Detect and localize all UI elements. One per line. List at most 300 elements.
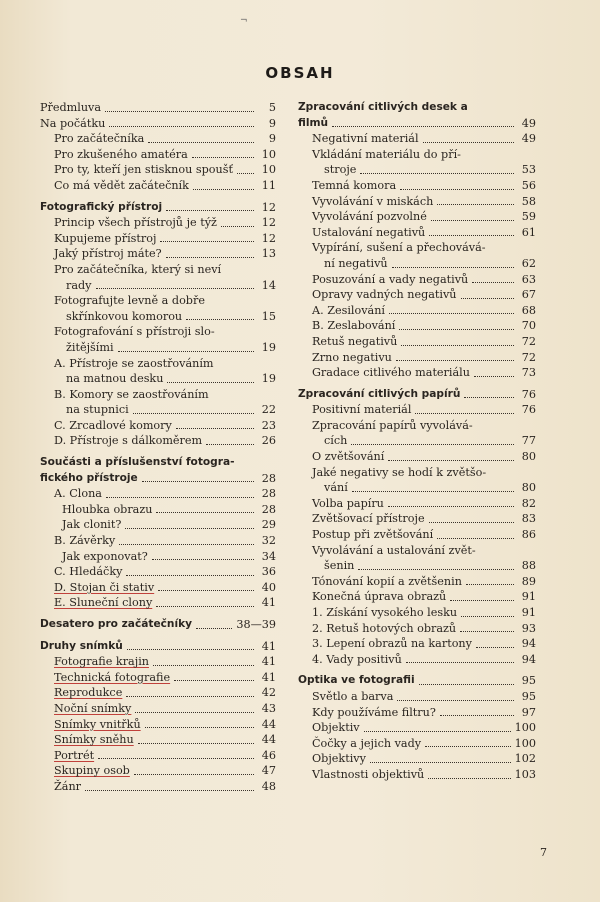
entry-title: Postup při zvětšování [312, 528, 434, 542]
toc-entry [40, 387, 276, 418]
toc-entry [298, 287, 536, 303]
entry-line2 [298, 116, 536, 132]
toc-entry [298, 574, 536, 590]
dot-leader [397, 700, 514, 701]
dot-leader [118, 351, 254, 352]
toc-entry [40, 324, 276, 355]
entry-title: Optika ve fotografii [298, 674, 415, 687]
dot-leader [193, 189, 254, 190]
toc-section-heading [40, 200, 276, 216]
entry-line2 [40, 471, 276, 487]
dot-leader [109, 126, 254, 127]
entry-page: 59 [521, 210, 536, 224]
entry-page: 22 [261, 403, 276, 417]
entry-title-line2: žitějšími [66, 340, 114, 354]
toc-entry [298, 365, 536, 381]
entry-title: C. Hledáčky [54, 565, 123, 579]
dot-leader [406, 662, 514, 663]
toc-entry [298, 194, 536, 210]
entry-title: Zrno negativu [312, 350, 392, 364]
entry-title: B. Zeslabování [312, 319, 396, 333]
dot-leader [419, 684, 514, 685]
dot-leader [388, 506, 514, 507]
dot-leader [156, 606, 254, 607]
toc-entry [40, 116, 276, 132]
entry-title: Světlo a barva [312, 689, 394, 703]
entry-page: 41 [261, 655, 276, 669]
entry-page: 95 [521, 689, 536, 703]
dot-leader [85, 790, 254, 791]
toc-entry [40, 685, 276, 701]
entry-line2 [312, 558, 536, 574]
entry-page: 95 [521, 674, 536, 688]
page-number: 7 [540, 846, 547, 859]
entry-page: 102 [514, 752, 536, 766]
dot-leader [399, 329, 514, 330]
toc-entry [40, 517, 276, 533]
entry-title: Na počátku [40, 116, 106, 130]
toc-entry [40, 246, 276, 262]
entry-title-line1: Jaké negativy se hodí k zvětšo- [312, 465, 487, 479]
entry-page: 44 [261, 733, 276, 747]
entry-title-line1: Fotografujte levně a dobře [54, 294, 205, 308]
dot-leader [126, 696, 254, 697]
toc-entry [40, 717, 276, 733]
dot-leader [437, 538, 514, 539]
entry-title: Pro zkušeného amatéra [54, 147, 188, 161]
dot-leader [429, 522, 514, 523]
entry-title: B. Závěrky [54, 534, 116, 548]
entry-title: Posuzování a vady negativů [312, 272, 469, 286]
entry-page: 91 [521, 606, 536, 619]
entry-page: 63 [521, 272, 536, 286]
dot-leader [126, 575, 254, 576]
dot-leader [125, 528, 254, 529]
entry-page: 41 [261, 639, 276, 653]
entry-page: 49 [521, 132, 536, 146]
toc-entry [298, 240, 536, 271]
entry-page: 103 [514, 767, 536, 781]
dot-leader [105, 111, 254, 112]
entry-page: 83 [521, 512, 536, 526]
dot-leader [237, 173, 254, 174]
entry-page: 5 [268, 101, 276, 114]
entry-page: 76 [521, 387, 536, 401]
entry-page: 89 [521, 574, 536, 588]
entry-page: 56 [521, 178, 536, 192]
dot-leader [396, 360, 514, 361]
entry-title-line2: fického přístroje [40, 471, 138, 484]
toc-entry [298, 767, 536, 783]
entry-title-line1: Zpracování papírů vyvolává- [312, 418, 473, 432]
entry-page: 28 [261, 502, 276, 516]
toc-entry [298, 318, 536, 334]
dot-leader [415, 413, 514, 414]
toc-entry [298, 736, 536, 752]
dot-leader [166, 257, 254, 258]
toc-entry [40, 486, 276, 502]
entry-title-line1: Vypírání, sušení a přechovává- [312, 241, 486, 255]
toc-left-column [40, 100, 276, 795]
entry-title: Hloubka obrazu [62, 502, 153, 516]
toc-entry [298, 689, 536, 705]
entry-page: 93 [521, 621, 536, 635]
dot-leader [135, 712, 254, 713]
toc-entry [298, 652, 536, 668]
dot-leader [358, 569, 514, 570]
entry-page: 68 [521, 303, 536, 317]
dot-leader [332, 126, 514, 127]
toc-section-heading [40, 639, 276, 655]
entry-page: 76 [521, 403, 536, 417]
entry-page: 70 [521, 319, 536, 333]
dot-leader [352, 491, 514, 492]
toc-right-column [298, 100, 536, 783]
entry-title: Snímky vnitřků [54, 717, 141, 731]
entry-title-line2: rady [66, 278, 92, 292]
toc-entry [298, 131, 536, 147]
dot-leader [196, 628, 232, 629]
entry-line2 [54, 309, 276, 325]
toc-entry [40, 215, 276, 231]
entry-title: Jak exponovat? [62, 549, 148, 563]
dot-leader [186, 319, 254, 320]
dot-leader [461, 616, 514, 617]
dot-leader [429, 235, 514, 236]
toc-entry [40, 732, 276, 748]
entry-title: E. Sluneční clony [54, 596, 153, 610]
toc-entry [298, 543, 536, 574]
toc-entry [298, 705, 536, 721]
entry-line2 [54, 402, 276, 418]
entry-page: 32 [261, 534, 276, 548]
entry-title: Pro ty, kteří jen stisknou spoušť [54, 163, 233, 177]
entry-title: Druhy snímků [40, 639, 123, 652]
dot-leader [176, 428, 254, 429]
dot-leader [437, 204, 514, 205]
toc-entry [40, 231, 276, 247]
entry-page: 62 [521, 256, 536, 270]
entry-page: 77 [521, 434, 536, 448]
dot-leader [450, 600, 514, 601]
entry-title-line2: ní negativů [324, 256, 388, 270]
entry-title: Princip všech přístrojů je týž [54, 216, 217, 230]
dot-leader [428, 778, 510, 779]
entry-page: 53 [521, 163, 536, 177]
entry-title: 2. Retuš hotových obrazů [312, 621, 457, 635]
entry-title: 3. Lepení obrazů na kartony [312, 637, 472, 651]
entry-page: 36 [261, 565, 276, 579]
toc-entry [40, 595, 276, 611]
entry-title: 4. Vady positivů [312, 652, 402, 666]
entry-title: D. Přístroje s dálkoměrem [54, 434, 203, 448]
toc-entry [298, 303, 536, 319]
toc-entry [298, 465, 536, 496]
dot-leader [388, 460, 514, 461]
entry-line2 [312, 162, 536, 178]
entry-page: 29 [261, 518, 276, 532]
toc-entry [298, 527, 536, 543]
entry-title: Čočky a jejich vady [312, 736, 422, 750]
toc-entry [298, 511, 536, 527]
dot-leader [133, 413, 254, 414]
toc-entry [40, 162, 276, 178]
dot-leader [119, 544, 254, 545]
dot-leader [167, 382, 254, 383]
entry-title-line1: Zpracování citlivých desek a [298, 101, 468, 113]
entry-page: 28 [261, 471, 276, 485]
entry-title: Volba papíru [312, 496, 384, 510]
entry-page: 40 [261, 580, 276, 594]
entry-page: 12 [261, 216, 276, 230]
toc-entry [40, 293, 276, 324]
entry-page: 23 [261, 418, 276, 432]
entry-page: 97 [521, 705, 536, 719]
entry-page: 13 [261, 247, 276, 261]
entry-page: 47 [261, 764, 276, 778]
entry-title-line2: skřínkovou komorou [66, 309, 183, 323]
entry-title-line2: na matnou desku [66, 372, 164, 386]
entry-page: 94 [521, 652, 536, 666]
toc-entry [40, 533, 276, 549]
toc-entry [298, 225, 536, 241]
entry-title: Reprodukce [54, 686, 123, 700]
dot-leader [370, 762, 511, 763]
entry-title: Předmluva [40, 101, 102, 114]
toc-section-heading [298, 673, 536, 689]
dot-leader [153, 665, 254, 666]
entry-page: 44 [261, 717, 276, 731]
dot-leader [351, 444, 514, 445]
entry-page: 80 [521, 450, 536, 464]
entry-title-line2: šenin [324, 559, 355, 573]
toc-entry [298, 147, 536, 178]
dot-leader [401, 345, 514, 346]
entry-title: Skupiny osob [54, 764, 130, 778]
entry-title: Objektiv [312, 721, 360, 735]
entry-page: 100 [514, 721, 536, 735]
dot-leader [148, 142, 254, 143]
entry-page: 100 [514, 736, 536, 750]
toc-entry [298, 496, 536, 512]
entry-title: Jaký přístroj máte? [54, 247, 162, 261]
entry-page: 11 [261, 178, 276, 192]
entry-title: Ustalování negativů [312, 225, 426, 239]
dot-leader [472, 282, 514, 283]
toc-section-heading [298, 387, 536, 403]
toc-entry [40, 147, 276, 163]
entry-title-line2: vání [324, 481, 348, 495]
entry-page: 61 [521, 225, 536, 239]
toc-entry [298, 418, 536, 449]
entry-title: Fotografický přístroj [40, 200, 163, 213]
dot-leader [145, 727, 254, 728]
dot-leader [440, 715, 514, 716]
entry-title: Objektivy [312, 752, 366, 766]
dot-leader [160, 241, 254, 242]
toc-entry [40, 178, 276, 194]
entry-title: A. Clona [54, 487, 102, 501]
toc-entry [298, 589, 536, 605]
toc-entry [40, 748, 276, 764]
entry-line2 [54, 340, 276, 356]
toc-entry [298, 751, 536, 767]
entry-page: 72 [521, 334, 536, 348]
dot-leader [206, 444, 254, 445]
toc-entry [40, 580, 276, 596]
toc-entry [298, 350, 536, 366]
entry-title: Konečná úprava obrazů [312, 590, 447, 604]
toc-entry [40, 418, 276, 434]
entry-title: Negativní materiál [312, 132, 419, 146]
entry-page: 10 [261, 163, 276, 177]
toc-entry [40, 502, 276, 518]
entry-page: 46 [261, 748, 276, 762]
dot-leader [392, 267, 514, 268]
entry-page: 67 [521, 288, 536, 302]
dot-leader [460, 631, 514, 632]
entry-title-line1: Vkládání materiálu do pří- [312, 147, 461, 161]
entry-page: 94 [521, 637, 536, 651]
entry-page: 43 [261, 701, 276, 715]
entry-title: Fotografie krajin [54, 655, 149, 669]
entry-title-line1: Součásti a příslušenství fotogra- [40, 456, 235, 469]
entry-title: Desatero pro začátečníky [40, 618, 193, 630]
dot-leader [431, 220, 514, 221]
entry-title-line2: filmů [298, 116, 329, 129]
toc-entry [40, 670, 276, 686]
dot-leader [425, 746, 511, 747]
toc-entry [298, 605, 536, 621]
dot-leader [152, 559, 254, 560]
dot-leader [464, 397, 514, 398]
entry-page: 41 [261, 670, 276, 684]
entry-title-line2: cích [324, 434, 348, 448]
entry-page: 91 [521, 590, 536, 604]
entry-title: O zvětšování [312, 450, 385, 464]
entry-title-line1: Fotografování s přístroji slo- [54, 325, 215, 339]
dot-leader [360, 173, 514, 174]
dot-leader [474, 376, 514, 377]
toc-entry [298, 720, 536, 736]
toc-entry [298, 209, 536, 225]
dot-leader [476, 647, 514, 648]
entry-title: Snímky sněhu [54, 733, 134, 747]
entry-page: 48 [261, 779, 276, 793]
entry-title: Žánr [54, 779, 81, 793]
entry-title: D. Stojan či stativ [54, 580, 155, 594]
entry-title: Retuš negativů [312, 334, 398, 348]
entry-page: 88 [521, 559, 536, 573]
entry-page: 34 [261, 549, 276, 563]
entry-line2 [312, 480, 536, 496]
entry-title: Co má vědět začátečník [54, 178, 189, 192]
entry-page: 14 [261, 278, 276, 292]
entry-page: 41 [261, 596, 276, 610]
entry-title: Technická fotografie [54, 670, 171, 684]
entry-title: Gradace citlivého materiálu [312, 366, 470, 380]
dot-leader [192, 157, 254, 158]
toc-entry [40, 100, 276, 116]
entry-page: 73 [521, 366, 536, 380]
dot-leader [138, 743, 254, 744]
toc-entry [40, 763, 276, 779]
entry-title-line1: B. Komory se zaostřováním [54, 387, 209, 401]
toc-entry [298, 178, 536, 194]
entry-line2 [312, 256, 536, 272]
toc-section-heading [298, 100, 536, 131]
entry-title: Opravy vadných negativů [312, 288, 457, 302]
toc-entry [40, 701, 276, 717]
toc-entry [298, 334, 536, 350]
entry-title: A. Zesilování [312, 303, 385, 317]
entry-page: 86 [521, 528, 536, 542]
dot-leader [127, 649, 254, 650]
entry-page: 58 [521, 194, 536, 208]
entry-title: Temná komora [312, 178, 397, 192]
dot-leader [142, 481, 254, 482]
entry-page: 28 [261, 487, 276, 501]
entry-title: Tónování kopií a zvětšenin [312, 574, 462, 588]
toc-entry [298, 272, 536, 288]
dot-leader [98, 758, 254, 759]
toc-entry [40, 654, 276, 670]
toc-entry [298, 402, 536, 418]
dot-leader [423, 142, 514, 143]
entry-page: 12 [261, 200, 276, 214]
entry-page: 19 [261, 372, 276, 386]
entry-page: 15 [261, 309, 276, 323]
entry-page: 10 [261, 147, 276, 161]
entry-title: Jak clonit? [62, 518, 122, 532]
dot-leader [400, 189, 514, 190]
dot-leader [166, 210, 254, 211]
entry-line2 [54, 371, 276, 387]
dot-leader [156, 512, 254, 513]
entry-page: 9 [268, 116, 276, 130]
entry-title: Zpracování citlivých papírů [298, 387, 461, 400]
entry-page: 26 [261, 434, 276, 448]
entry-line2 [312, 433, 536, 449]
entry-title: Vyvolávání v miskách [312, 194, 434, 208]
entry-page: 72 [521, 350, 536, 364]
dot-leader [389, 313, 514, 314]
toc-entry [40, 564, 276, 580]
dot-leader [96, 288, 255, 289]
entry-page: 82 [521, 496, 536, 510]
entry-title: Portrét [54, 748, 95, 762]
entry-page: 12 [261, 231, 276, 245]
entry-title: Pro začátečníka [54, 132, 145, 146]
entry-page: 38—39 [236, 618, 276, 631]
entry-title: C. Zrcadlové komory [54, 418, 172, 432]
entry-page: 19 [261, 340, 276, 354]
entry-title-line1: A. Přístroje se zaostřováním [54, 356, 214, 370]
entry-title: Noční snímky [54, 701, 132, 715]
dot-leader [221, 226, 254, 227]
entry-title-line1: Vyvolávání a ustalování zvět- [312, 543, 476, 557]
toc-section-heading [40, 617, 276, 633]
toc-entry [298, 636, 536, 652]
entry-title-line2: na stupnici [66, 403, 129, 417]
entry-page: 49 [521, 116, 536, 130]
dot-leader [106, 497, 254, 498]
toc-entry [40, 549, 276, 565]
entry-title: Kupujeme přístroj [54, 231, 157, 245]
toc-entry [40, 262, 276, 293]
entry-title: Vyvolávání pozvolné [312, 210, 427, 224]
toc-entry [40, 356, 276, 387]
